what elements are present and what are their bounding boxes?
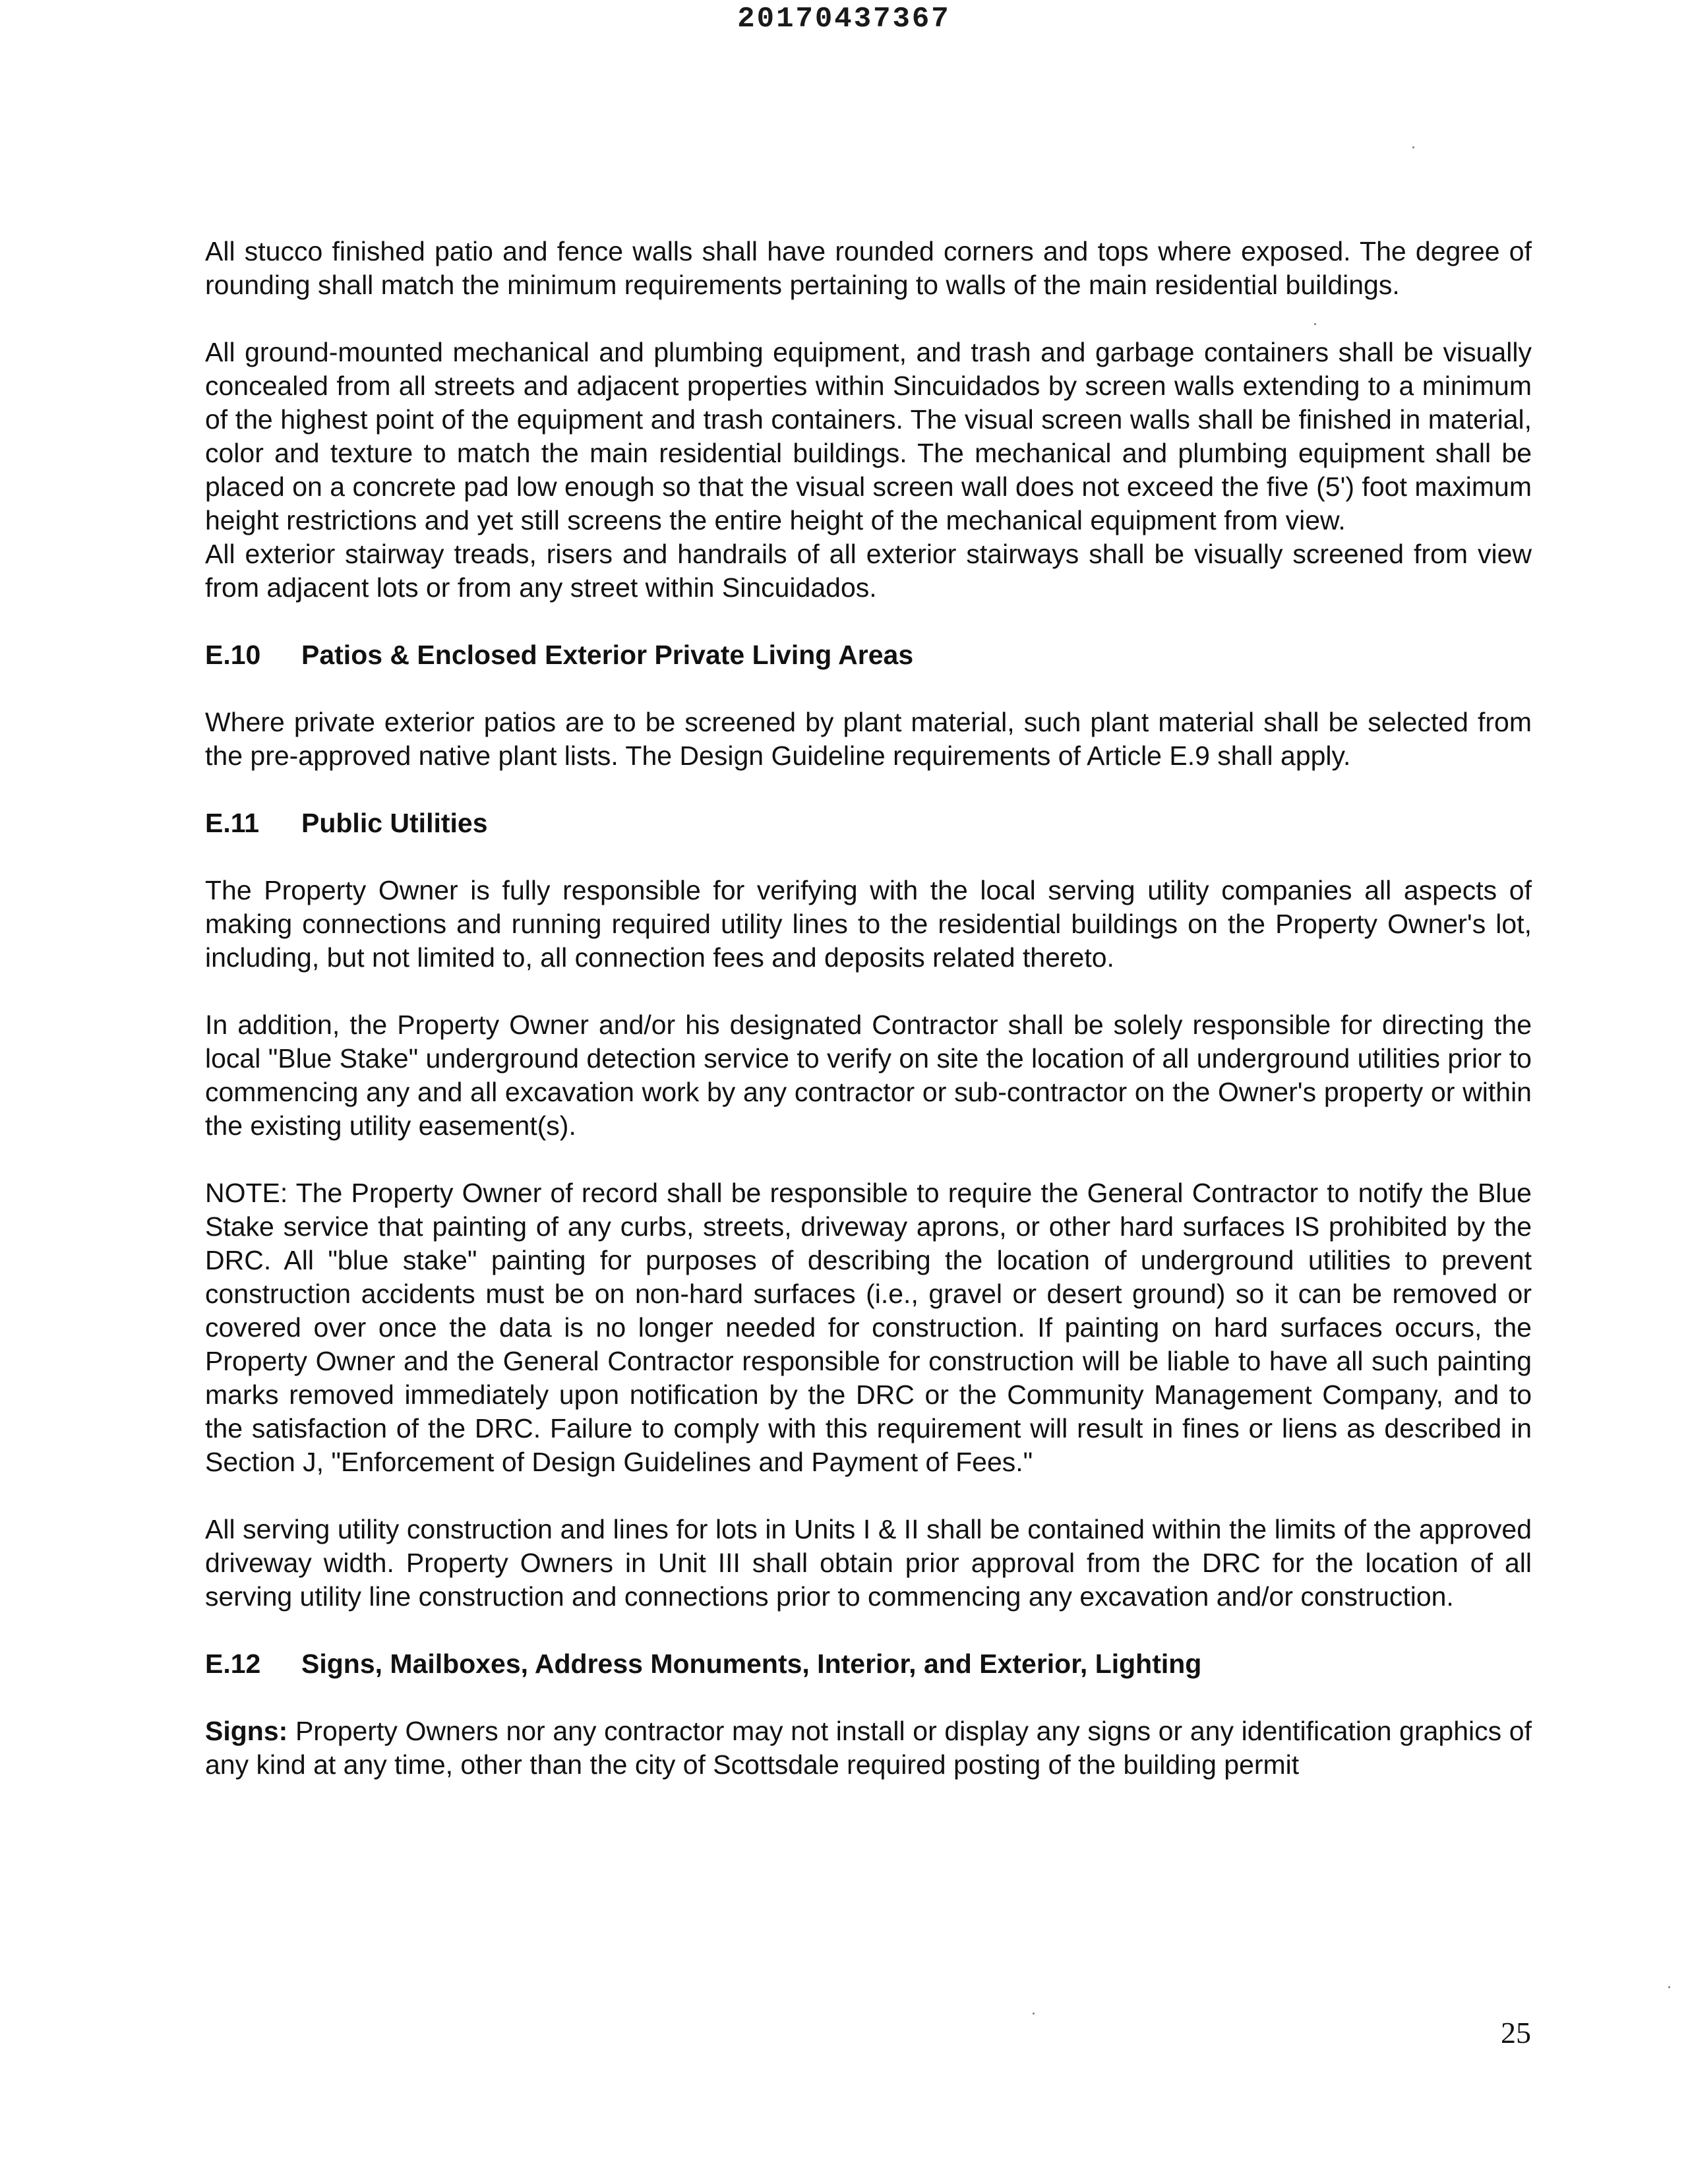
section-number: E.12 bbox=[205, 1649, 261, 1679]
scan-speck bbox=[1314, 323, 1316, 325]
section-heading-e11 bbox=[205, 806, 1532, 840]
paragraph-utility-lines: All serving utility construction and lines for lots in Units I & II shall be contained within the limits of the approved driveway width. Property Owners in Unit III shall obtain prior approval from the DRC for the location of all serving utility line construction and connections prior to commencing any excavation and/or construction. bbox=[205, 1514, 1532, 1612]
scan-speck bbox=[1668, 1986, 1670, 1988]
section-number: E.11 bbox=[205, 808, 260, 838]
document-number: 20170437367 bbox=[737, 3, 951, 36]
paragraph-patios: Where private exterior patios are to be screened by plant material, such plant material shall be selected from the pre-approved native plant lists. The Design Guideline requirements of Article E.9 shall apply. bbox=[205, 707, 1532, 771]
paragraph-utility-responsibility: The Property Owner is fully responsible for verifying with the local serving utility companies all aspects of making connections and running required utility lines to the residential buildings on the Property Owner's lot, including, but not limited to, all connection fees and deposits related thereto. bbox=[205, 875, 1532, 973]
paragraph-signs bbox=[205, 1714, 1532, 1782]
section-title: Public Utilities bbox=[301, 808, 488, 838]
paragraph-mechanical-equipment: All ground-mounted mechanical and plumbing equipment, and trash and garbage containers shall be visually concealed from all streets and adjacent properties within Sincuidados by screen walls extending to a minimum of the highest point of the equipment and trash containers. The visual screen walls shall be finished in material, color and texture to match the main residential buildings. The mechanical and plumbing equipment shall be placed on a concrete pad low enough so that the visual screen wall does not exceed the five (5') foot maximum height restrictions and yet still screens the entire height of the mechanical equipment from view. bbox=[205, 337, 1532, 535]
section-title: Patios & Enclosed Exterior Private Living Areas bbox=[301, 640, 914, 670]
section-heading-e12 bbox=[205, 1647, 1532, 1681]
signs-lead: Signs: bbox=[205, 1716, 288, 1746]
paragraph-blue-stake: In addition, the Property Owner and/or his designated Contractor shall be solely responsible for directing the local "Blue Stake" underground detection service to verify on site the location of all underground utilities prior to commencing any and all excavation work by any contractor or sub-contractor on the Owner's property or within the existing utility easement(s). bbox=[205, 1010, 1532, 1141]
scan-speck bbox=[1033, 2013, 1035, 2015]
page-number: 25 bbox=[1501, 2016, 1531, 2049]
signs-text: Property Owners nor any contractor may not install or display any signs or any identification graphics of any kind at any time, other than the city of Scottsdale required posting of the building permit bbox=[205, 1716, 1532, 1780]
section-title: Signs, Mailboxes, Address Monuments, Interior, and Exterior, Lighting bbox=[301, 1649, 1202, 1679]
paragraph-stucco-walls: All stucco finished patio and fence walls shall have rounded corners and tops where exposed. The degree of rounding shall match the minimum requirements pertaining to walls of the main residential buildings. bbox=[205, 236, 1532, 300]
paragraph-note: NOTE: The Property Owner of record shall be responsible to require the General Contractor to notify the Blue Stake service that painting of any curbs, streets, driveway aprons, or other hard surfaces IS prohibited by the DRC. All "blue stake" painting for purposes of describing the location of underground utilities to prevent construction accidents must be on non-hard surfaces (i.e., gravel or desert ground) so it can be removed or covered over once the data is no longer needed for construction. If painting on hard surfaces occurs, the Property Owner and the General Contractor responsible for construction will be liable to have all such painting marks removed immediately upon notification by the DRC or the Community Management Company, and to the satisfaction of the DRC. Failure to comply with this requirement will result in fines or liens as described in Section J, "Enforcement of Design Guidelines and Payment of Fees." bbox=[205, 1178, 1532, 1477]
section-heading-e10 bbox=[205, 638, 1532, 672]
section-number: E.10 bbox=[205, 640, 261, 670]
paragraph-stairways: All exterior stairway treads, risers and handrails of all exterior stairways shall be visually screened from view from adjacent lots or from any street within Sincuidados. bbox=[205, 539, 1532, 603]
document-body bbox=[205, 235, 1532, 1782]
scan-speck bbox=[1412, 146, 1414, 148]
